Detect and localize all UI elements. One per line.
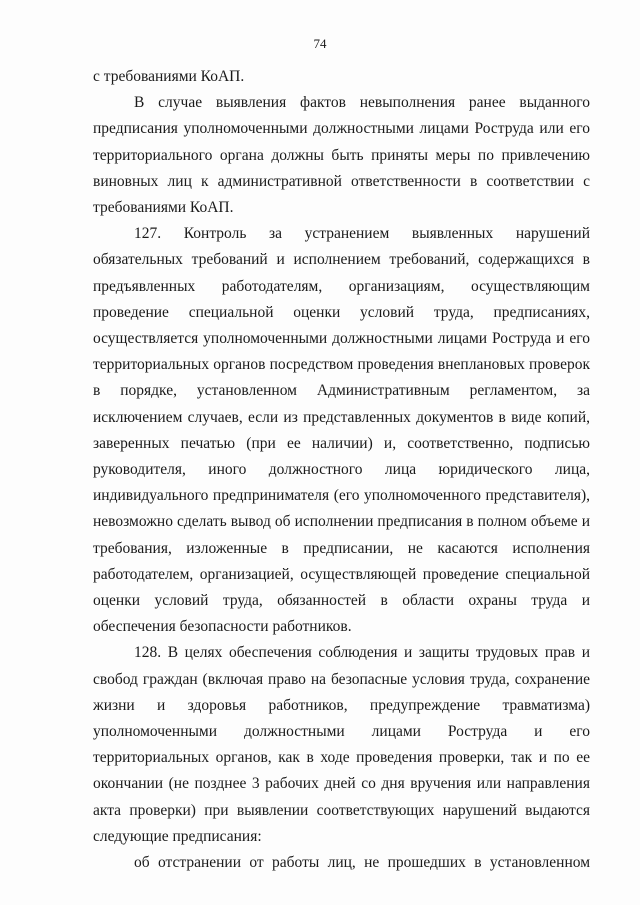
paragraph-127: 127. Контроль за устранением выявленных нарушений обязательных требований и исполнением требований, содержащихся в предъявленных работодателям, организациям, осуществляющим проведение специальной оценки условий труда, предписаниях, осуществляется уполномоченными должностными лицами Роструда и его территориальных органов посредством проведения внеплановых проверок в порядке, установленном Административным регламентом, за исключением случаев, если из представленных документов в виде копий, заверенных печатью (при ее наличии) и, соответственно, подписью руководителя, иного должностного лица юридического лица, индивидуального предпринимателя (его уполномоченного представителя), невозможно сделать вывод об исполнении предписания в полном объеме и требования, изложенные в предписании, не касаются исполнения работодателем, организацией, осуществляющей проведение специальной оценки условий труда, обязанностей в области охраны труда и обеспечения безопасности работников.: [93, 225, 590, 636]
document-body: [93, 64, 590, 876]
paragraph-violation-measures: В случае выявления фактов невыполнения ранее выданного предписания уполномоченными должностными лицами Роструда или его территориального органа должны быть приняты меры по привлечению виновных лиц к административной ответственности в соответствии с требованиями КоАП.: [93, 94, 590, 217]
page-number: 74: [313, 36, 327, 51]
paragraph-continuation: с требованиями КоАП.: [93, 68, 245, 85]
paragraph-128: 128. В целях обеспечения соблюдения и защиты трудовых прав и свобод граждан (включая право на безопасные условия труда, сохранение жизни и здоровья работников, предупреждение травматизма) уполномоченными должностными лицами Роструда и его территориальных органов, как в ходе проведения проверки, так и по ее окончании (не позднее 3 рабочих дней со дня вручения или направления акта проверки) при выявлении соответствующих нарушений выдаются следующие предписания:: [93, 644, 590, 845]
paragraph-removal-from-work: об отстранении от работы лиц, не прошедших в установленном: [134, 854, 590, 872]
